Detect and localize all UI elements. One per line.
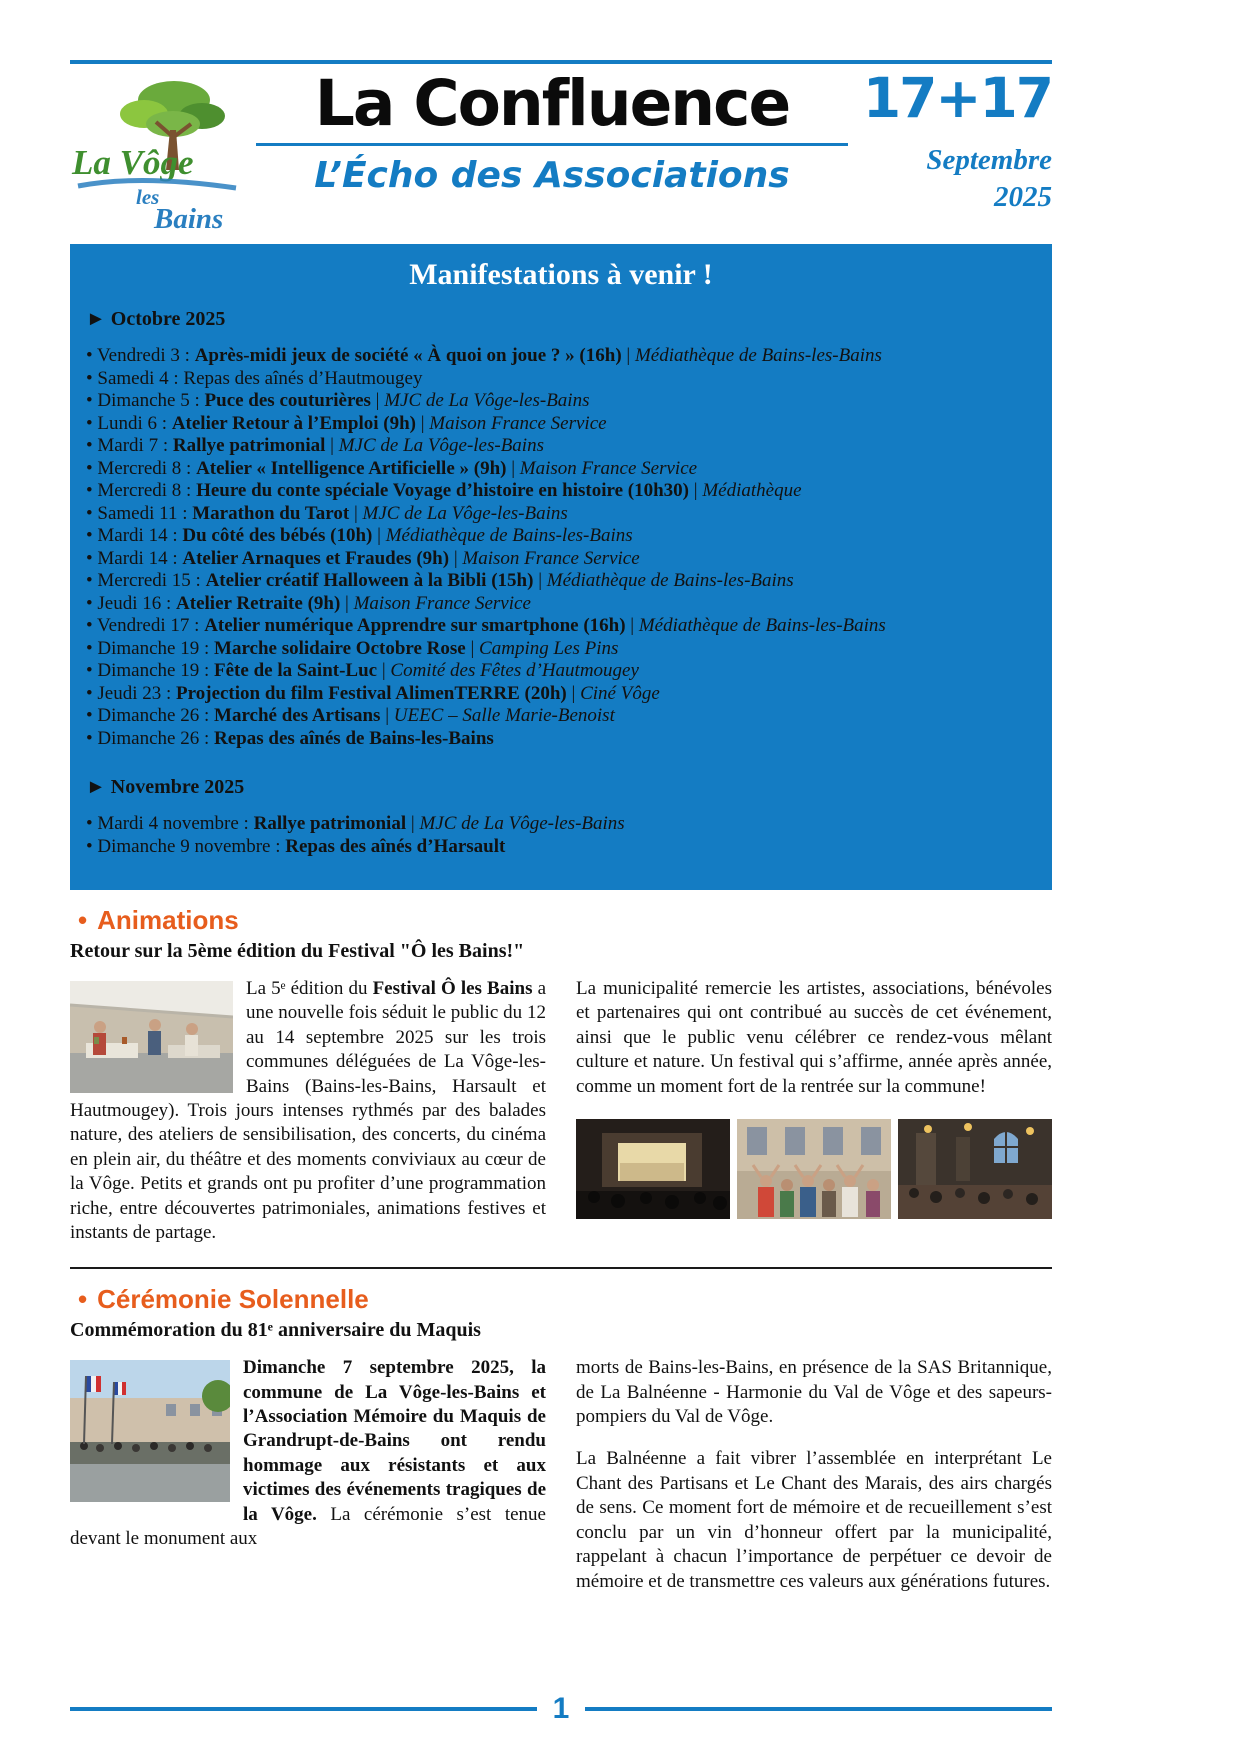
logo-word-3: Bains bbox=[154, 203, 224, 232]
event-venue: Médiathèque de Bains-les-Bains bbox=[634, 345, 882, 366]
event-item bbox=[86, 480, 1036, 503]
event-venue: Maison France Service bbox=[462, 547, 640, 569]
event-venue: Médiathèque de Bains-les-Bains bbox=[385, 525, 633, 546]
page-footer bbox=[70, 1694, 1052, 1724]
event-day: | bbox=[415, 412, 430, 434]
animations-columns bbox=[70, 977, 1052, 1245]
event-title: Atelier Arnaques et Fraudes (9h) bbox=[182, 547, 450, 569]
event-day: | bbox=[370, 390, 385, 411]
event-day: | bbox=[621, 345, 635, 366]
event-item bbox=[86, 813, 1036, 836]
footer-rule-left bbox=[70, 1707, 537, 1711]
event-venue: Ciné Vôge bbox=[580, 682, 660, 704]
event-title: Fête de la Saint-Luc bbox=[214, 660, 378, 681]
animations-left-column bbox=[70, 977, 546, 1245]
event-title: Repas des aînés d’Harsault bbox=[285, 835, 506, 857]
event-title: Repas des aînés de Bains-les-Bains bbox=[214, 727, 494, 749]
masthead bbox=[70, 66, 1052, 232]
event-day: • Dimanche 19 : bbox=[86, 637, 215, 659]
event-day: • Samedi 4 : bbox=[86, 367, 184, 389]
event-item bbox=[86, 525, 1036, 548]
animations-heading-label: Animations bbox=[97, 905, 239, 935]
event-item bbox=[86, 728, 1036, 751]
footer-rule-right bbox=[585, 1707, 1052, 1711]
events-group-heading: ► Octobre 2025 bbox=[86, 308, 226, 330]
page-content bbox=[70, 0, 1052, 1594]
event-day: | bbox=[625, 615, 639, 636]
event-day: | bbox=[449, 547, 463, 569]
event-day: • Jeudi 23 : bbox=[86, 682, 177, 704]
event-day: • Mardi 14 : bbox=[86, 547, 183, 569]
event-day: • Mercredi 8 : bbox=[86, 480, 197, 501]
event-item bbox=[86, 368, 1036, 391]
event-title: Atelier « Intelligence Artificielle » (9h) bbox=[196, 457, 507, 479]
bullet-icon: • bbox=[78, 905, 88, 935]
issue-year: 2025 bbox=[994, 180, 1052, 213]
event-title: Rallye patrimonial bbox=[172, 435, 326, 456]
event-venue: MJC de La Vôge-les-Bains bbox=[384, 390, 590, 411]
event-day: • Dimanche 26 : bbox=[86, 705, 215, 726]
issue-date bbox=[860, 142, 1052, 215]
event-item bbox=[86, 638, 1036, 661]
commune-logo-art bbox=[70, 72, 244, 232]
paragraph: La Balnéenne a fait vibrer l’assemblée en interprétant Le Chant des Partisans et Le Chant des Marais, des airs chargés de sens. Ce moment fort de mémoire et de recueillement s’est conclu par un vin d’honneur offert par la municipalité, rappelant à chacun l’importance de perpétuer ce devoir de mémoire et de transmettre ces valeurs aux générations futures. bbox=[576, 1448, 1052, 1592]
event-day: • Dimanche 5 : bbox=[86, 390, 205, 411]
event-day: • Dimanche 26 : bbox=[86, 727, 215, 749]
newsletter-title: La Confluence bbox=[314, 67, 790, 140]
event-title: Atelier créatif Halloween à la Bibli (15h) bbox=[205, 570, 534, 591]
event-item bbox=[86, 615, 1036, 638]
event-venue: Médiathèque de Bains-les-Bains bbox=[638, 615, 886, 636]
festival-group-photo bbox=[737, 1119, 891, 1219]
festival-photo-row bbox=[576, 1119, 1052, 1219]
text-segment: La 5ᵉ édition du bbox=[246, 977, 373, 999]
event-day: | bbox=[377, 660, 391, 681]
event-venue: MJC de La Vôge-les-Bains bbox=[338, 435, 544, 456]
event-day: • Mardi 7 : bbox=[86, 435, 173, 456]
event-title: Atelier Retour à l’Emploi (9h) bbox=[171, 412, 416, 434]
event-day: | bbox=[533, 570, 547, 591]
event-venue: Maison France Service bbox=[429, 412, 607, 434]
event-venue: UEEC – Salle Marie-Benoist bbox=[393, 705, 615, 726]
events-group-heading: ► Novembre 2025 bbox=[86, 776, 245, 798]
text-segment: Festival Ô les Bains bbox=[372, 977, 533, 999]
event-item bbox=[86, 593, 1036, 616]
issue-month: Septembre bbox=[926, 144, 1052, 177]
animations-subtitle: Retour sur la 5ème édition du Festival "Ô les Bains!" bbox=[70, 939, 525, 962]
text-segment: a une nouvelle fois séduit le public du 12 au 14 septembre 2025 sur les trois communes déléguées de La Vôge-les-Bains (Bains-les-Bains, Harsault et Hautmougey). Trois jours intenses rythmés par des balades nature, des ateliers de sensibilisation, des concerts, du cinéma en plein air, du théâtre et des moments conviviaux au cœur de la Vôge. Petits et grands ont pu profiter d’une programmation riche, entre découvertes patrimoniales, animations festives et instants de partage. bbox=[70, 977, 546, 1243]
event-item bbox=[86, 836, 1036, 859]
event-item bbox=[86, 390, 1036, 413]
masthead-center bbox=[244, 67, 860, 232]
title-rule bbox=[256, 143, 848, 146]
events-groups bbox=[86, 308, 1036, 858]
event-venue: Comité des Fêtes d’Hautmougey bbox=[390, 660, 639, 681]
ceremony-photo bbox=[70, 1360, 230, 1502]
ceremonie-columns bbox=[70, 1356, 1052, 1594]
event-title: Marche solidaire Octobre Rose bbox=[214, 637, 466, 659]
text-segment: Dimanche 7 septembre 2025, la commune de La Vôge-les-Bains et l’Association Mémoire du Maquis de Grandrupt-de-Bains ont rendu hommage aux résistants et aux victimes des événements tragiques de la Vôge. bbox=[243, 1357, 546, 1525]
event-item bbox=[86, 503, 1036, 526]
issue-number: 17+17 bbox=[862, 66, 1052, 130]
events-list bbox=[86, 345, 1036, 750]
festival-stage-photo bbox=[576, 1119, 730, 1219]
ceremonie-left-column bbox=[70, 1356, 546, 1594]
ceremonie-subtitle: Commémoration du 81ᵉ anniversaire du Maquis bbox=[70, 1319, 481, 1342]
header-top-rule bbox=[70, 60, 1052, 64]
events-box bbox=[70, 244, 1052, 890]
section-divider bbox=[70, 1267, 1052, 1269]
event-item bbox=[86, 705, 1036, 728]
event-title: Marché des Artisans bbox=[214, 705, 381, 726]
event-title: Après-midi jeux de société « À quoi on joue ? » (16h) bbox=[194, 345, 622, 366]
event-day: • Jeudi 16 : bbox=[86, 592, 177, 614]
ceremonie-heading-label: Cérémonie Solennelle bbox=[97, 1284, 369, 1315]
event-venue: MJC de La Vôge-les-Bains bbox=[419, 813, 625, 834]
event-day: | bbox=[372, 525, 386, 546]
events-list bbox=[86, 813, 1036, 858]
event-day: | bbox=[380, 705, 394, 726]
event-item bbox=[86, 413, 1036, 436]
event-day: • Samedi 11 : bbox=[86, 502, 193, 524]
ceremonie-heading bbox=[70, 1285, 1052, 1315]
event-venue: Maison France Service bbox=[353, 592, 531, 614]
event-item bbox=[86, 660, 1036, 683]
event-item bbox=[86, 345, 1036, 368]
animations-heading bbox=[70, 906, 1052, 936]
event-day: • Lundi 6 : bbox=[86, 412, 172, 434]
event-day: • Mardi 14 : bbox=[86, 525, 183, 546]
event-day: | bbox=[349, 502, 363, 524]
festival-church-photo bbox=[898, 1119, 1052, 1219]
event-day: • Vendredi 3 : bbox=[86, 345, 195, 366]
event-item bbox=[86, 458, 1036, 481]
event-day: • Mardi 4 novembre : bbox=[86, 813, 254, 834]
event-title: Du côté des bébés (10h) bbox=[182, 525, 373, 546]
text-segment: La cérémonie s’est tenue devant le monument aux bbox=[70, 1503, 546, 1550]
event-item bbox=[86, 548, 1036, 571]
event-title: Puce des couturières bbox=[204, 390, 371, 411]
event-day: | bbox=[340, 592, 354, 614]
event-title: Atelier numérique Apprendre sur smartphone (16h) bbox=[204, 615, 626, 636]
event-day: • Mercredi 15 : bbox=[86, 570, 206, 591]
event-day: | bbox=[406, 813, 420, 834]
events-box-title: Manifestations à venir ! bbox=[409, 258, 713, 291]
event-day: | bbox=[566, 682, 581, 704]
event-day: • Mercredi 8 : bbox=[86, 457, 197, 479]
paragraph: morts de Bains-les-Bains, en présence de la SAS Britannique, de La Balnéenne - Harmonie du Val de Vôge et des sapeurs-pompiers du Val de Vôge. bbox=[576, 1357, 1052, 1428]
festival-market-photo bbox=[70, 981, 233, 1093]
event-item bbox=[86, 570, 1036, 593]
event-title: Marathon du Tarot bbox=[192, 502, 350, 524]
event-day: • Vendredi 17 : bbox=[86, 615, 205, 636]
event-day: Repas des aînés d’Hautmougey bbox=[183, 367, 423, 389]
animations-section bbox=[70, 906, 1052, 1245]
bullet-icon: • bbox=[78, 1284, 88, 1315]
event-venue: Médiathèque de Bains-les-Bains bbox=[546, 570, 794, 591]
event-title: Atelier Retraite (9h) bbox=[176, 592, 341, 614]
event-venue: Maison France Service bbox=[519, 457, 698, 479]
event-venue: Médiathèque bbox=[702, 480, 802, 501]
ceremonie-section bbox=[70, 1285, 1052, 1594]
event-day: | bbox=[506, 457, 520, 479]
event-title: Heure du conte spéciale Voyage d’histoire en histoire (10h30) bbox=[196, 480, 689, 501]
animations-right-column bbox=[576, 977, 1052, 1245]
logo-word-1: La Vôge bbox=[72, 143, 194, 182]
newsletter-subtitle: L’Écho des Associations bbox=[314, 155, 790, 197]
event-venue: Camping Les Pins bbox=[479, 637, 619, 659]
logo-word-2: les bbox=[136, 185, 160, 209]
event-item bbox=[86, 683, 1036, 706]
ceremonie-right-paragraphs bbox=[576, 1356, 1052, 1594]
event-day: | bbox=[689, 480, 703, 501]
event-day: • Dimanche 9 novembre : bbox=[86, 835, 286, 857]
page-number: 1 bbox=[552, 1692, 570, 1725]
event-title: Projection du film Festival AlimenTERRE (20h) bbox=[176, 682, 567, 704]
event-day: • Dimanche 19 : bbox=[86, 660, 215, 681]
event-title: Rallye patrimonial bbox=[253, 813, 407, 834]
animations-right-paragraph: La municipalité remercie les artistes, associations, bénévoles et partenaires qui ont contribué au succès de cet événement, ainsi que le public venu célébrer ce rendez-vous mêlant culture et nature. Un festival qui s’affirme, année après année, comme un moment fort de la rentrée sur la commune! bbox=[576, 977, 1052, 1097]
commune-logo bbox=[70, 72, 244, 232]
event-day: | bbox=[465, 637, 480, 659]
event-venue: MJC de La Vôge-les-Bains bbox=[362, 502, 568, 524]
event-day: | bbox=[325, 435, 339, 456]
event-item bbox=[86, 435, 1036, 458]
masthead-right bbox=[860, 66, 1052, 232]
